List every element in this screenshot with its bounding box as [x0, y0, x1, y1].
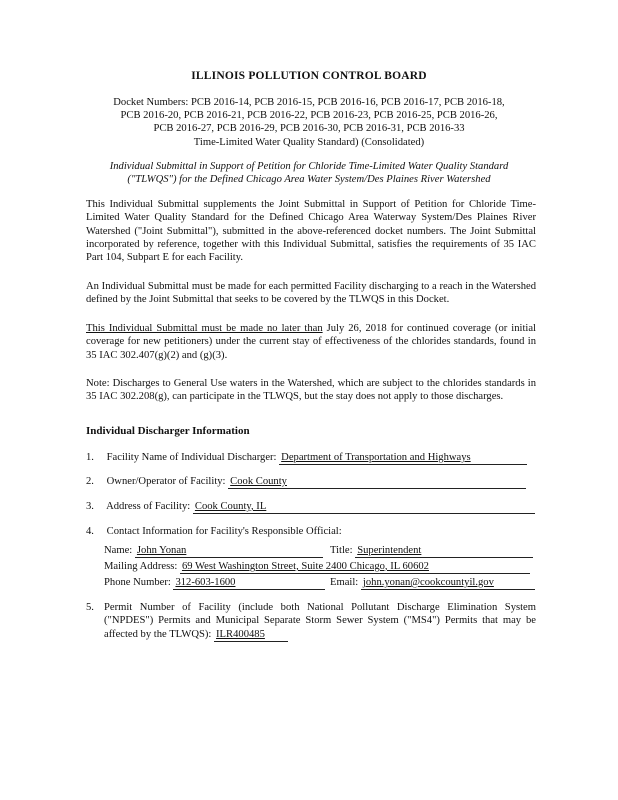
docket-numbers	[80, 96, 538, 149]
contact-name-row	[104, 544, 323, 558]
owner-operator-field[interactable]: Cook County	[228, 476, 526, 489]
phone-row	[104, 576, 325, 590]
mailing-address-row	[104, 560, 530, 574]
item-number: 4.	[86, 526, 94, 537]
submittal-subtitle	[80, 160, 538, 186]
owner-operator-item	[86, 475, 538, 489]
facility-address-label: Address of Facility:	[106, 501, 191, 512]
deadline-paragraph	[86, 322, 536, 362]
phone-field[interactable]: 312-603-1600	[173, 577, 325, 590]
email-row	[330, 576, 535, 590]
contact-title-field[interactable]: Superintendent	[355, 545, 533, 558]
email-field[interactable]: john.yonan@cookcountyil.gov	[361, 577, 535, 590]
contact-info-label: Contact Information for Facility's Responsible Official:	[106, 526, 342, 537]
facility-name-field[interactable]: Department of Transportation and Highways	[279, 452, 527, 465]
intro-paragraph: This Individual Submittal supplements the Joint Submittal in Support of Petition for Chloride Time-Limited Water Quality Standard for the Defined Chicago Area Waterway System/Des Plaines River Watershed ("Joint Submittal"), submitted in the above-referenced docket numbers. The Joint Submittal incorporated by reference, together with this Individual Submittal, satisfies the requirements of 35 IAC Part 104, Subpart E for each Facility.	[86, 199, 536, 264]
mailing-address-label: Mailing Address:	[104, 561, 178, 572]
board-title: ILLINOIS POLLUTION CONTROL BOARD	[191, 70, 427, 82]
contact-name-label: Name:	[104, 545, 133, 556]
email-label: Email:	[330, 577, 359, 588]
requirement-paragraph: An Individual Submittal must be made for each permitted Facility discharging to a reach in the Watershed defined by the Joint Submittal that seeks to be covered by the TLWQS in this Docket.	[86, 281, 536, 306]
facility-name-label: Facility Name of Individual Discharger:	[106, 452, 277, 463]
deadline-text: July 26, 2018 for continued coverage (or initial coverage for new petitioners) under the current stay of effectiveness of the chlorides standards, found in 35 IAC 302.407(g)(2) and (g)(3).	[86, 323, 536, 361]
docket-line: PCB 2016-27, PCB 2016-29, PCB 2016-30, PCB 2016-31, PCB 2016-33	[153, 123, 465, 135]
item-number: 1.	[86, 452, 94, 463]
docket-line: Docket Numbers: PCB 2016-14, PCB 2016-15, PCB 2016-16, PCB 2016-17, PCB 2016-18,	[113, 97, 505, 108]
facility-address-field[interactable]: Cook County, IL	[193, 501, 535, 514]
phone-label: Phone Number:	[104, 577, 171, 588]
subtitle-line: ("TLWQS") for the Defined Chicago Area Water System/Des Plaines River Watershed	[127, 174, 491, 186]
permit-number-field[interactable]: ILR400485	[214, 629, 288, 642]
item-number: 3.	[86, 501, 94, 512]
contact-name-field[interactable]: John Yonan	[135, 545, 323, 558]
contact-info-item	[86, 525, 538, 538]
section-heading: Individual Discharger Information	[86, 425, 250, 437]
contact-title-label: Title:	[330, 545, 353, 556]
deadline-emphasis: This Individual Submittal must be made no later than	[86, 323, 323, 334]
permit-number-body	[104, 601, 536, 642]
permit-number-item	[86, 601, 538, 642]
mailing-address-field[interactable]: 69 West Washington Street, Suite 2400 Chicago, IL 60602	[180, 561, 530, 574]
contact-title-row	[330, 544, 533, 558]
item-number: 2.	[86, 476, 94, 487]
item-number: 5.	[86, 602, 94, 613]
facility-name-item	[86, 451, 538, 465]
subtitle-line: Individual Submittal in Support of Petition for Chloride Time-Limited Water Quality Standard	[109, 161, 509, 172]
permit-number-label: Permit Number of Facility (include both National Pollutant Discharge Elimination System ("NPDES") Permits and Municipal Separate Storm Sewer System ("MS4") Permits that may be affected by the TLWQS):	[104, 602, 536, 640]
docket-line: PCB 2016-20, PCB 2016-21, PCB 2016-22, PCB 2016-23, PCB 2016-25, PCB 2016-26,	[120, 110, 498, 122]
note-paragraph: Note: Discharges to General Use waters in the Watershed, which are subject to the chlorides standards in 35 IAC 302.208(g), can participate in the TLWQS, but the stay does not apply to those discharges.	[86, 378, 536, 403]
facility-address-item	[86, 500, 538, 514]
owner-operator-label: Owner/Operator of Facility:	[106, 476, 226, 487]
docket-line: Time-Limited Water Quality Standard) (Consolidated)	[193, 136, 425, 148]
